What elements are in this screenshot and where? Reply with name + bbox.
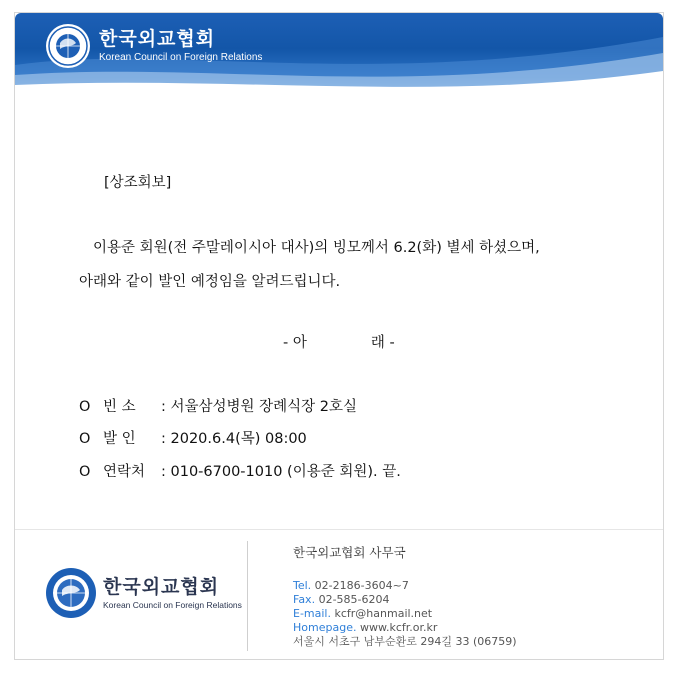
footer-divider xyxy=(15,529,663,530)
bullet-circle: O xyxy=(79,399,91,415)
bullet-circle: O xyxy=(79,431,91,447)
detail-value: : 2020.6.4(목) 08:00 xyxy=(161,431,307,447)
detail-label: 발 인 xyxy=(103,431,136,447)
header-title-en: Korean Council on Foreign Relations xyxy=(99,52,263,63)
email-link[interactable]: kcfr@hanmail.net xyxy=(334,607,433,620)
detail-label: 연락처 xyxy=(103,464,146,480)
bullet-circle: O xyxy=(79,464,91,480)
footer-vertical-divider xyxy=(247,541,248,651)
homepage-link[interactable]: www.kcfr.or.kr xyxy=(359,621,438,634)
detail-item-contact xyxy=(79,460,401,481)
detail-item-departure xyxy=(79,427,307,448)
header-title-ko: 한국외교협회 xyxy=(99,28,216,50)
subheading-left: - 아 xyxy=(283,335,307,351)
footer-logo-en: Korean Council on Foreign Relations xyxy=(103,600,242,610)
header-banner xyxy=(15,13,663,93)
detail-value: : 서울삼성병원 장례식장 2호실 xyxy=(161,399,358,415)
globe-emblem-icon xyxy=(45,567,97,619)
subheading-right: 래 - xyxy=(370,335,395,351)
footer-logo-ko: 한국외교협회 xyxy=(103,576,220,598)
footer-fax: Fax. 02-585-6204 xyxy=(293,593,390,606)
footer-homepage: Homepage. www.kcfr.or.kr xyxy=(293,621,438,634)
detail-value: : 010-6700-1010 (이용준 회원). 끝. xyxy=(161,464,401,480)
globe-emblem-icon xyxy=(45,23,91,69)
footer-address: 서울시 서초구 남부순환로 294길 33 (06759) xyxy=(293,635,517,648)
newsletter-frame xyxy=(14,12,664,660)
detail-label: 빈 소 xyxy=(103,399,136,415)
footer-logo xyxy=(45,567,242,619)
header-logo xyxy=(45,23,262,69)
footer-contact-info xyxy=(293,543,517,649)
notice-subheading xyxy=(283,331,395,352)
footer-tel: Tel. 02-2186-3604~7 xyxy=(293,579,409,592)
footer-org-name: 한국외교협회 사무국 xyxy=(293,545,406,560)
notice-heading: [상조회보] xyxy=(104,175,172,191)
detail-item-venue xyxy=(79,395,357,416)
footer-email: E-mail. kcfr@hanmail.net xyxy=(293,607,433,620)
notice-paragraph-line2: 아래와 같이 발인 예정임을 알려드립니다. xyxy=(79,274,341,290)
notice-paragraph-line1: 이용준 회원(전 주말레이시아 대사)의 빙모께서 6.2(화) 별세 하셨으며, xyxy=(93,240,540,256)
